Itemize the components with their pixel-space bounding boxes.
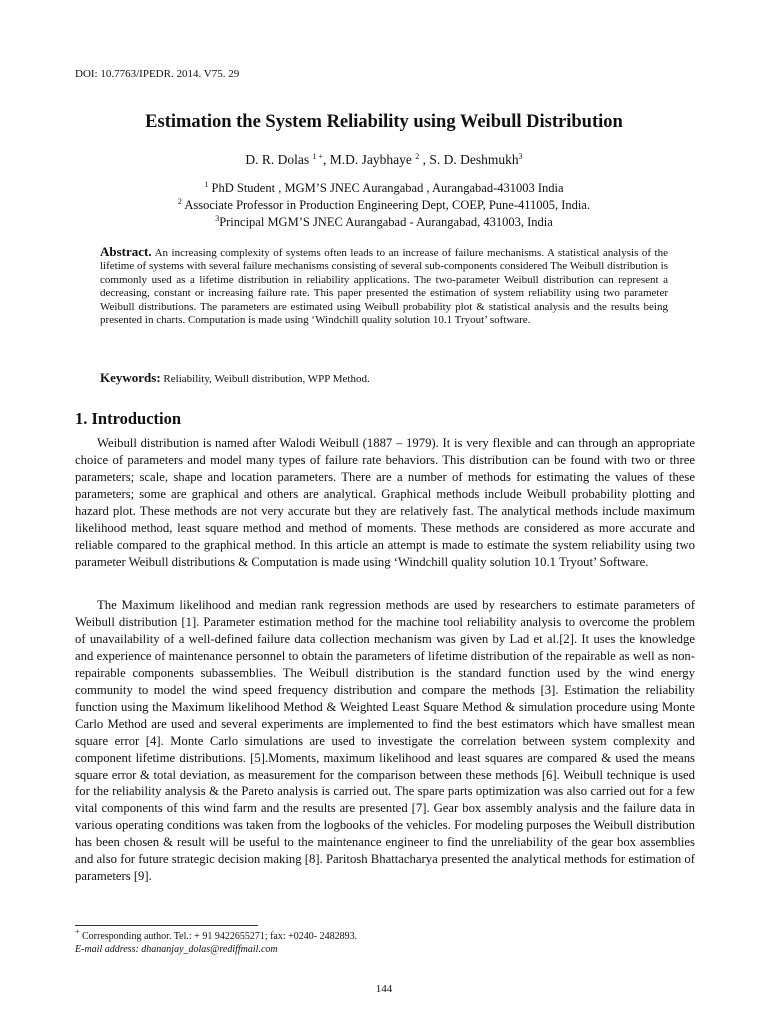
- affiliation-3-text: Principal MGM’S JNEC Aurangabad - Aurangabad, 431003, India: [219, 215, 553, 229]
- email-address: : dhananjay_dolas@rediffmail.com: [135, 944, 278, 955]
- affiliation-3-marker: 3: [215, 214, 220, 223]
- abstract-label: Abstract.: [100, 244, 152, 259]
- paper-title: Estimation the System Reliability using Weibull Distribution: [145, 112, 623, 132]
- author-1-marker: 1 +: [312, 152, 323, 161]
- keywords-label: Keywords:: [100, 370, 161, 385]
- footnote-marker: +: [75, 927, 80, 936]
- author-3-marker: 3: [518, 152, 523, 161]
- affiliation-1-marker: 1: [204, 180, 209, 189]
- author-3: , S. D. Deshmukh: [422, 152, 519, 167]
- footnote-email: [75, 943, 357, 956]
- section-heading: 1. Introduction: [75, 409, 182, 428]
- abstract-text: An increasing complexity of systems often leads to an increase of failure mechanisms. A statistical analysis of the lifetime of systems with several failure mechanisms consisting of several sub-components considered The Weibull distribution is commonly used as a lifetime distribution in reliability applications. The two-parameter Weibull distribution can represent a decreasing, constant or increasing failure rate. This paper presented the estimation of system reliability using two parameter Weibull distributions. The parameters are estimated using Weibull probability plot & statistical analysis and the results being presented in charts. Computation is made using ‘Windchill quality solution 10.1 Tryout’ software.: [100, 247, 668, 327]
- author-2-marker: 2: [415, 152, 420, 161]
- affiliation-1-text: PhD Student , MGM’S JNEC Aurangabad , Aurangabad-431003 India: [211, 181, 564, 195]
- body-paragraph: Weibull distribution is named after Walodi Weibull (1887 – 1979). It is very flexible and can through an appropriate choice of parameters and model many types of failure rate behaviors. This distribution can be found with two or three parameters; scale, shape and location parameters. There are a number of methods for estimating the values of these parameters; some are graphical and others are analytical. Graphical methods include Weibull probability plotting and hazard plot. These methods are not very accurate but they are relatively fast. The analytical methods include maximum likelihood method, least square method and method of moments. These methods are considered as more accurate and reliable compared to the graphical method. In this article an attempt is made to estimate the system reliability using two parameter Weibull distributions & Computation is made using ‘Windchill quality solution 10.1 Tryout’ Software.: [75, 436, 695, 569]
- page-number: 144: [375, 983, 393, 995]
- affiliation-2: [0, 197, 768, 214]
- affiliation-1: [0, 180, 768, 197]
- affiliations: [0, 180, 768, 231]
- keywords: [100, 370, 668, 386]
- affiliation-2-marker: 2: [177, 197, 182, 206]
- author-2: , M.D. Jaybhaye: [323, 152, 412, 167]
- body-paragraph: The Maximum likelihood and median rank regression methods are used by researchers to estimate parameters of Weibull distribution [1]. Parameter estimation method for the machine tool reliability analysis to overcome the problem of unavailability of a well-defined failure data collection mechanism was given by Lad et al.[2]. It uses the knowledge and experience of maintenance personnel to obtain the parameters of lifetime distribution of the repairable as well as non-repairable components subassemblies. The Weibull distribution is the standard function used by the wind energy community to model the wind speed frequency distribution and compare the methods [3]. Estimation the reliability function using the Maximum likelihood Method & Weighted Least Square Method & simulation procedure using Monte Carlo Method are used and several experiments are implemented to find the best estimators which have smallest mean square error [4]. Monte Carlo simulations are used to investigate the correlation between system complexity and component lifetime distributions. [5].Moments, maximum likelihood and least squares are compared & used the means square error & total deviation, as measurement for the comparison between these methods [6]. Weibull technique is used for the reliability analysis & the Pareto analysis is carried out. The spare parts optimization was also carried out for a few vital components of this wind farm and the results are presented [7]. Gear box assembly analysis and the failure data in various operating conditions was taken from the logbooks of the vehicles. For modeling purposes the Weibull distribution has been chosen & result will be useful to the maintenance engineer to find the unreliability of the gear box assemblies and also for future strategic decision making [8]. Paritosh Bhattacharya presented the analytical methods for estimation of parameters [9].: [75, 598, 695, 884]
- author-list: [0, 152, 768, 168]
- abstract: [100, 245, 668, 327]
- author-1: D. R. Dolas: [245, 152, 310, 167]
- affiliation-3: [0, 214, 768, 231]
- footnote-text: Corresponding author. Tel.: + 91 9422655271; fax: +0240- 2482893.: [82, 931, 358, 942]
- doi-line: DOI: 10.7763/IPEDR. 2014. V75. 29: [75, 68, 240, 80]
- email-label: E-mail address: [75, 944, 136, 955]
- footnote: [75, 927, 358, 956]
- footnote-contact: [75, 927, 358, 943]
- affiliation-2-text: Associate Professor in Production Engineering Dept, COEP, Pune-411005, India.: [184, 198, 591, 212]
- footnote-divider: [75, 925, 258, 926]
- keywords-text: Reliability, Weibull distribution, WPP Method.: [163, 373, 370, 385]
